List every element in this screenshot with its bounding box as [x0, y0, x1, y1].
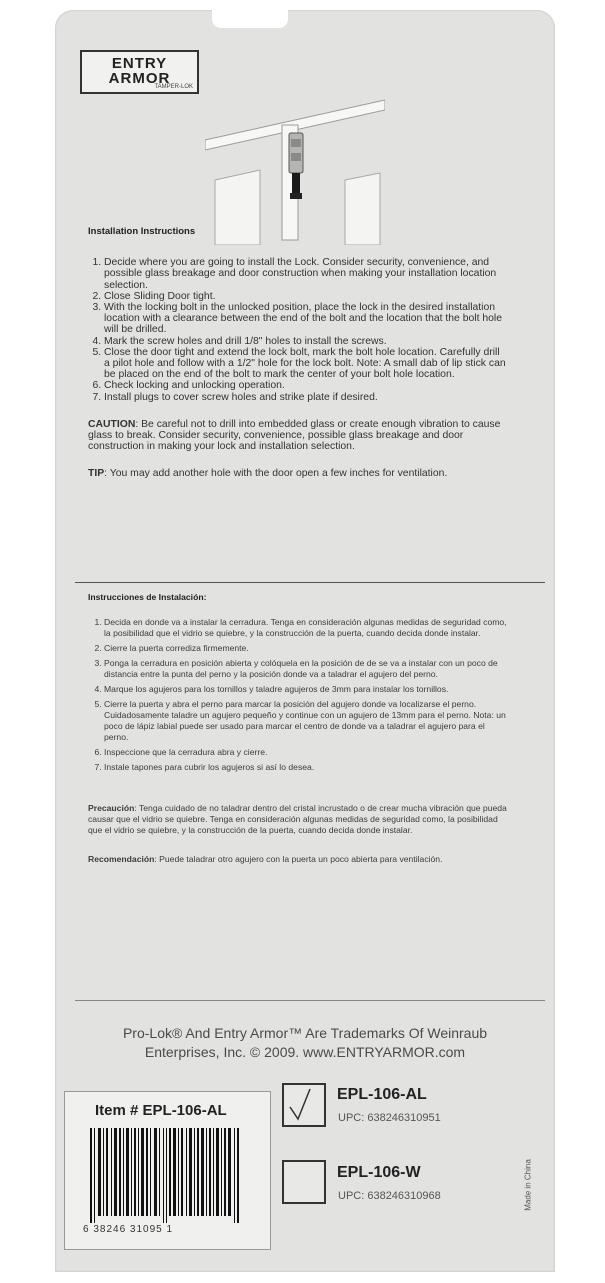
english-step: 5. Close the door tight and extend the lock bolt, mark the bolt hole location. Carefully drill a pilot hole and follow with a 1/2" hole for the lock bolt. Note: A small dab of lip stick can be placed on the end of the bolt to mark the center of your bolt hole location. [104, 347, 508, 381]
english-steps [88, 257, 508, 403]
variant-upc-w: UPC: 638246310968 [338, 1190, 441, 1202]
variant-checkbox-w [282, 1160, 326, 1204]
caution-text: : Be careful not to drill into embedded glass or create enough vibration to cause glass to break. Consider security, convenience, possible glass breakage and door construction in making your lock and installation selection. [88, 418, 501, 453]
english-step: 2. Close Sliding Door tight. [104, 291, 508, 302]
english-step: 1. Decide where you are going to install the Lock. Consider security, convenience, and possible glass breakage and door construction when making your installation location selection. [104, 257, 508, 291]
spanish-step: 6. Inspeccione que la cerradura abra y cierre. [104, 747, 508, 758]
variant-checkbox-al [282, 1083, 326, 1127]
footer-divider [75, 1000, 545, 1001]
spanish-tip [88, 854, 508, 865]
spanish-step: 5. Cierre la puerta y abra el perno para marcar la posición del agujero donde va localizarse el perno. Cuidadosamente taladre un agujero pequeño y continue con un agujero de 13mm para el perno. Nota: un poco de lápiz labial puede ser usado para marcar el centro de donde va a taladrar el agujero para el perno. [104, 699, 508, 743]
spanish-step: 2. Cierre la puerta corrediza firmemente. [104, 643, 508, 654]
spanish-steps [88, 617, 508, 773]
trademark-notice [60, 1024, 550, 1062]
spanish-step: 7. Instale tapones para cubrir los agujeros si así lo desea. [104, 762, 508, 773]
made-in-text: Made in China [523, 1159, 533, 1211]
english-heading: Installation Instructions [88, 226, 196, 237]
variant-model-al: EPL-106-AL [337, 1086, 427, 1103]
spanish-step: 3. Ponga la cerradura en posición abierta y colóquela en la posición de de se va a instalar con un poco de distancia entre la punta del perno y la posición donde va a taladrar el agujero del perno. [104, 658, 508, 680]
recomendacion-text: : Puede taladrar otro agujero con la puerta un poco abierta para ventilación. [154, 854, 443, 864]
caution-label: CAUTION [88, 418, 136, 430]
tip-text: : You may add another hole with the door open a few inches for ventilation. [104, 468, 448, 480]
english-step: 7. Install plugs to cover screw holes and strike plate if desired. [104, 392, 508, 403]
english-step: 6. Check locking and unlocking operation. [104, 380, 508, 391]
door-lock-illustration-icon [205, 95, 385, 245]
english-tip [88, 468, 508, 479]
spanish-step: 1. Decida en donde va a instalar la cerradura. Tenga en consideración algunas medidas de seguridad como, la posibilidad que el vidrio se quiebre, y la construcción de la puerta, cuando decida donde instalar. [104, 617, 508, 639]
check-mark-icon [284, 1085, 324, 1125]
section-divider [75, 582, 545, 583]
recomendacion-label: Recomendación [88, 854, 155, 864]
spanish-caution [88, 803, 508, 836]
barcode-icon [90, 1128, 240, 1223]
entry-armor-logo [80, 50, 199, 94]
logo-line-1: ENTRY [111, 55, 168, 72]
english-instructions [88, 226, 508, 480]
tip-label: TIP [88, 468, 105, 480]
variant-model-w: EPL-106-W [337, 1164, 421, 1181]
english-caution [88, 419, 508, 453]
spanish-instructions [88, 592, 508, 865]
english-step: 3. With the locking bolt in the unlocked position, place the lock in the desired installation location with a clearance between the end of the bolt and the location that the bolt hole will be drilled. [104, 302, 508, 336]
barcode-digits: 6 38246 31095 1 [83, 1224, 174, 1235]
spanish-heading: Instrucciones de Instalación: [88, 592, 207, 602]
precaucion-text: : Tenga cuidado de no taladrar dentro del cristal incrustado o de crear mucha vibración que pueda causar que el vidrio se quiebre. Tenga en consideración algunas medidas de seguridad como, la posibilidad que el vidrio se quiebre, y la construcción de la puerta, cuando decida donde instalar. [88, 803, 507, 835]
trademark-line-2: Enterprises, Inc. © 2009. www.ENTRYARMOR.com [144, 1044, 466, 1060]
item-label-box [64, 1091, 271, 1250]
precaucion-label: Precaución [88, 803, 135, 813]
spanish-step: 4. Marque los agujeros para los tornillos y taladre agujeros de 3mm para instalar los tornillos. [104, 684, 508, 695]
trademark-line-1: Pro-Lok® And Entry Armor™ Are Trademarks Of Weinraub [122, 1025, 488, 1041]
made-in-label [522, 1140, 534, 1230]
logo-tag: TAMPER-LOK [154, 84, 193, 90]
item-number: Item # EPL-106-AL [95, 1102, 227, 1119]
english-step: 4. Mark the screw holes and drill 1/8" holes to install the screws. [104, 336, 508, 347]
logo-line-2: ARMOR [108, 70, 171, 87]
variant-upc-al: UPC: 638246310951 [338, 1112, 441, 1124]
hang-hole [212, 10, 288, 28]
